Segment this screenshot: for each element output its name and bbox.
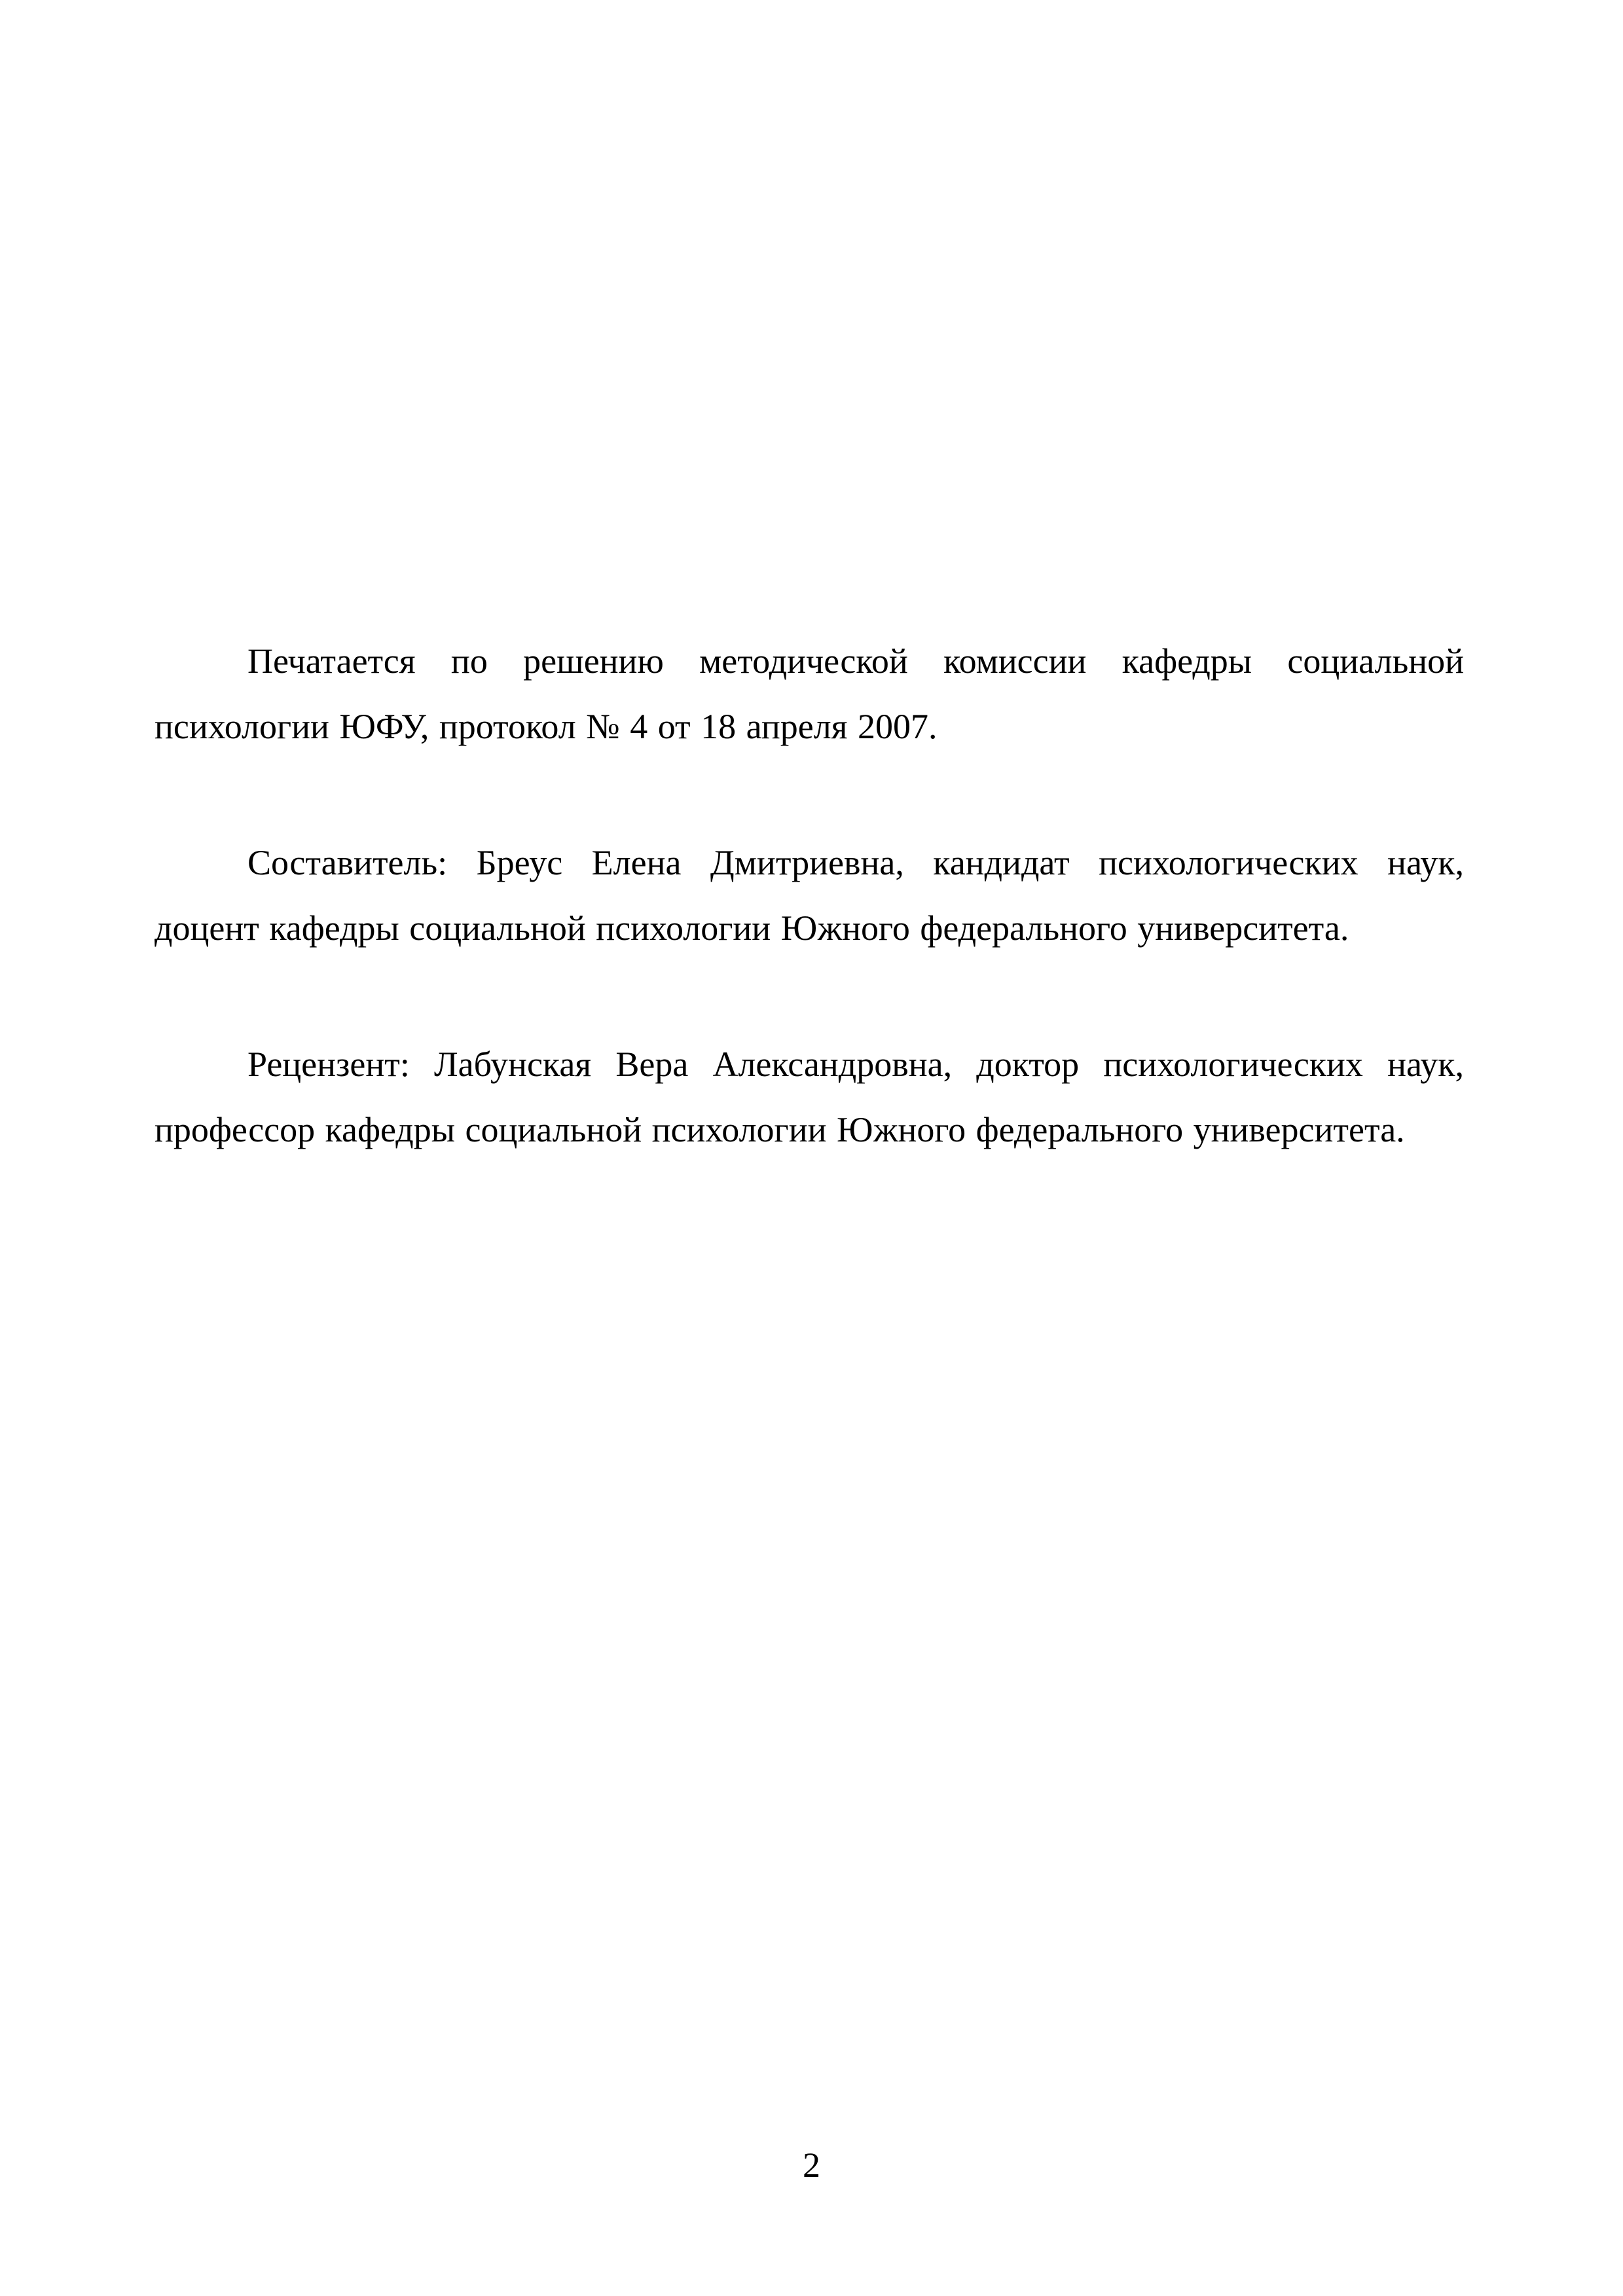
compiler-paragraph: Составитель: Бреус Елена Дмитриевна, кандидат психологических наук, доцент кафедры социальной психологии Южного федерального университета. [155, 843, 1464, 948]
page-number: 2 [803, 2145, 820, 2185]
reviewer-paragraph: Рецензент: Лабунская Вера Александровна, доктор психологических наук, профессор кафедры социальной психологии Южного федерального университета. [155, 1045, 1464, 1149]
approval-paragraph: Печатается по решению методической комиссии кафедры социальной психологии ЮФУ, протокол № 4 от 18 апреля 2007. [155, 641, 1464, 746]
